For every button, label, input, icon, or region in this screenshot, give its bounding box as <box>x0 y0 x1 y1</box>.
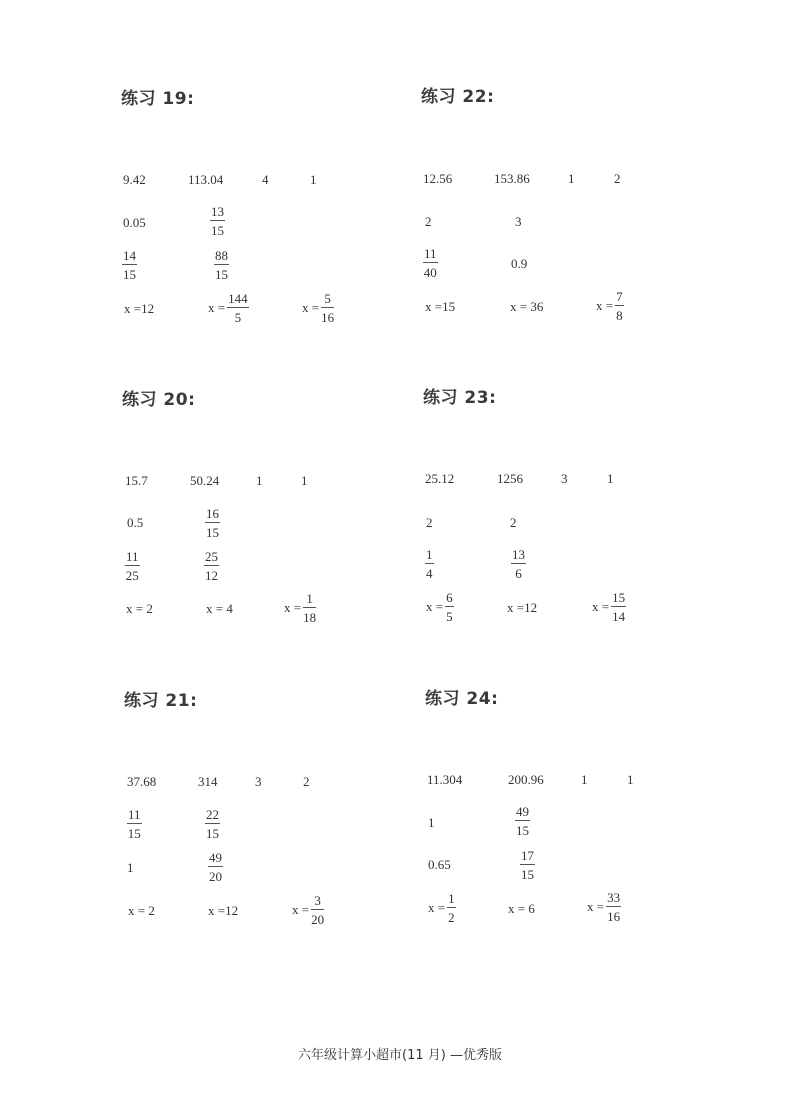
equation-20-3: x = $\frac{1}{18}$ <box>284 591 317 625</box>
answer-24-7: 0.65 <box>428 857 451 872</box>
equation-24-3: x = $\frac{33}{16}$ <box>587 890 621 924</box>
equation-22-3: x = $\frac{7}{8}$ <box>596 289 623 323</box>
fraction-20-8: $\frac{25}{12}$ <box>205 549 218 583</box>
answer-22-3: 1 <box>568 171 575 186</box>
equation-22-2: x = 36 <box>510 299 544 314</box>
answer-19-1: 9.42 <box>123 172 146 187</box>
equation-19-1: x =12 <box>124 301 155 316</box>
exercise-24-title: 练习 24: <box>425 689 499 709</box>
fraction-19-6: $\frac{13}{15}$ <box>211 204 224 238</box>
fraction-21-6: $\frac{22}{15}$ <box>206 807 219 841</box>
exercise-21-title: 练习 21: <box>124 691 198 711</box>
exercise-23-title: 练习 23: <box>423 388 497 408</box>
answer-23-5: 2 <box>426 515 433 530</box>
equation-20-1: x = 2 <box>126 601 153 616</box>
equation-20-2: x = 4 <box>206 601 233 616</box>
fraction-23-7: $\frac{1}{4}$ <box>426 547 433 581</box>
answer-20-3: 1 <box>256 473 263 488</box>
equation-22-1: x =15 <box>425 299 456 314</box>
answer-24-4: 1 <box>627 772 634 787</box>
answer-22-8: 0.9 <box>511 256 528 271</box>
equation-24-2: x = 6 <box>508 901 535 916</box>
fraction-19-8: $\frac{88}{15}$ <box>215 248 228 282</box>
answer-24-3: 1 <box>581 772 588 787</box>
equation-21-3: x = $\frac{3}{20}$ <box>292 893 325 927</box>
answer-23-1: 25.12 <box>425 471 455 486</box>
answer-20-4: 1 <box>301 473 308 488</box>
answer-20-2: 50.24 <box>190 473 220 488</box>
fraction-24-8: $\frac{17}{15}$ <box>521 848 534 882</box>
fraction-19-7: $\frac{14}{15}$ <box>123 248 136 282</box>
answer-19-5: 0.05 <box>123 215 146 230</box>
answer-21-1: 37.68 <box>127 774 157 789</box>
answer-24-2: 200.96 <box>508 772 544 787</box>
answer-22-2: 153.86 <box>494 171 530 186</box>
fraction-22-7: $\frac{11}{40}$ <box>423 246 437 280</box>
answer-21-3: 3 <box>255 774 262 789</box>
equation-23-3: x = $\frac{15}{14}$ <box>592 590 626 624</box>
answer-21-7: 1 <box>127 860 134 875</box>
answer-24-5: 1 <box>428 815 435 830</box>
answer-22-4: 2 <box>614 171 621 186</box>
answer-20-1: 15.7 <box>125 473 148 488</box>
fraction-20-6: $\frac{16}{15}$ <box>206 506 219 540</box>
answer-21-4: 2 <box>303 774 310 789</box>
fraction-23-8: $\frac{13}{6}$ <box>512 547 525 581</box>
answer-19-3: 4 <box>262 172 269 187</box>
answer-22-6: 3 <box>515 214 522 229</box>
fraction-21-8: $\frac{49}{20}$ <box>209 850 222 884</box>
equation-21-2: x =12 <box>208 903 239 918</box>
answer-23-2: 1256 <box>497 471 523 486</box>
answer-23-6: 2 <box>510 515 517 530</box>
equation-23-1: x = $\frac{6}{5}$ <box>426 590 453 624</box>
answer-20-5: 0.5 <box>127 515 144 530</box>
answer-19-4: 1 <box>310 172 317 187</box>
answer-23-4: 1 <box>607 471 614 486</box>
answer-22-1: 12.56 <box>423 171 453 186</box>
equation-19-3: x = $\frac{5}{16}$ <box>302 291 335 325</box>
exercise-20-title: 练习 20: <box>122 390 196 410</box>
answer-21-2: 314 <box>198 774 218 789</box>
equation-19-2: x = $\frac{144}{5}$ <box>208 291 248 325</box>
answer-23-3: 3 <box>561 471 568 486</box>
answer-22-5: 2 <box>425 214 432 229</box>
equation-24-1: x = $\frac{1}{2}$ <box>428 891 455 925</box>
equation-21-1: x = 2 <box>128 903 155 918</box>
fraction-21-5: $\frac{11}{15}$ <box>127 807 141 841</box>
answer-24-1: 11.304 <box>427 772 463 787</box>
fraction-20-7: $\frac{11}{25}$ <box>125 549 139 583</box>
exercise-19-title: 练习 19: <box>121 89 195 109</box>
fraction-24-6: $\frac{49}{15}$ <box>516 804 529 838</box>
equation-23-2: x =12 <box>507 600 538 615</box>
exercise-22-title: 练习 22: <box>421 87 495 107</box>
page-footer: 六年级计算小超市(11 月) —优秀版 <box>298 1048 502 1063</box>
answer-19-2: 113.04 <box>188 172 224 187</box>
